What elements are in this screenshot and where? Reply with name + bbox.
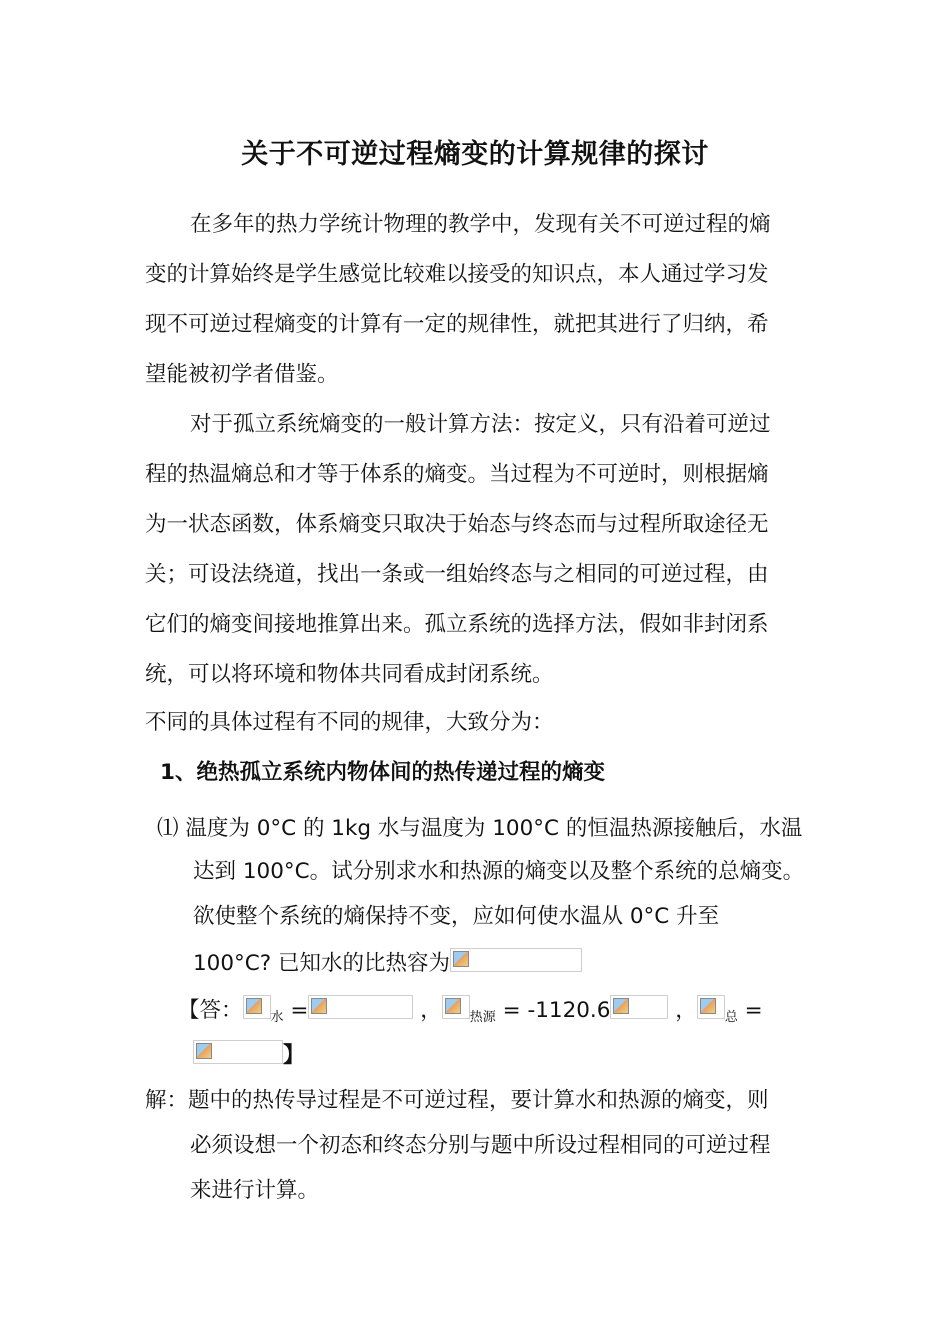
solution-text: 题中的热传导过程是不可逆过程，要计算水和热源的熵变，则 xyxy=(188,1088,769,1113)
broken-image-icon xyxy=(308,995,413,1019)
broken-image-icon xyxy=(450,948,582,972)
paragraph-line: 变的计算始终是学生感觉比较难以接受的知识点，本人通过学习发 xyxy=(145,262,769,287)
answer-open: 【答： xyxy=(178,998,243,1023)
paragraph-line: 关；可设法绕道，找出一条或一组始终态与之相同的可逆过程，由 xyxy=(145,562,769,587)
solution-label: 解： xyxy=(145,1088,189,1113)
subscript-total: 总 xyxy=(724,1010,738,1025)
question-line: 欲使整个系统的熵保持不变，应如何使水温从 0°C 升至 xyxy=(193,904,720,929)
question-number: ⑴ xyxy=(157,816,179,841)
subscript-water: 水 xyxy=(270,1010,284,1025)
paragraph-line: 现不可逆过程熵变的计算有一定的规律性，就把其进行了归纳，希 xyxy=(145,312,769,337)
answer-close: 】 xyxy=(283,1043,305,1068)
comma: ， xyxy=(675,998,697,1023)
answer-line xyxy=(178,995,763,1033)
question-line xyxy=(157,814,802,844)
solution-line xyxy=(145,1086,769,1116)
paragraph-line: 在多年的热力学统计物理的教学中，发现有关不可逆过程的熵 xyxy=(190,212,771,237)
answer-line xyxy=(193,1040,305,1071)
paragraph-line: 程的热温熵总和才等于体系的熵变。当过程为不可逆时，则根据熵 xyxy=(145,462,769,487)
subscript-source: 热源 xyxy=(469,1010,496,1025)
broken-image-icon xyxy=(442,995,470,1019)
section-heading: 1、绝热孤立系统内物体间的热传递过程的熵变 xyxy=(160,760,605,785)
broken-image-icon xyxy=(610,995,668,1019)
paragraph-line: 它们的熵变间接地推算出来。孤立系统的选择方法，假如非封闭系 xyxy=(145,612,769,637)
solution-line: 必须设想一个初态和终态分别与题中所设过程相同的可逆过程 xyxy=(190,1133,771,1158)
broken-image-icon xyxy=(243,995,271,1019)
document-title: 关于不可逆过程熵变的计算规律的探讨 xyxy=(241,139,709,170)
comma: ， xyxy=(420,998,442,1023)
broken-image-icon xyxy=(193,1040,283,1064)
question-line: 达到 100°C。试分别求水和热源的熵变以及整个系统的总熵变。 xyxy=(193,859,805,884)
paragraph-line: 望能被初学者借鉴。 xyxy=(145,362,339,387)
broken-image-icon xyxy=(697,995,725,1019)
equals-sign: = xyxy=(290,998,309,1023)
paragraph-line: 为一状态函数，体系熵变只取决于始态与终态而与过程所取途径无 xyxy=(145,512,769,537)
solution-line: 来进行计算。 xyxy=(190,1178,320,1203)
equals-sign: = xyxy=(744,998,763,1023)
paragraph-line: 对于孤立系统熵变的一般计算方法：按定义，只有沿着可逆过 xyxy=(190,412,771,437)
question-line xyxy=(193,948,582,979)
paragraph-line: 不同的具体过程有不同的规律，大致分为： xyxy=(145,710,554,735)
source-value: = -1120.6 xyxy=(502,998,611,1023)
paragraph-line: 统，可以将环境和物体共同看成封闭系统。 xyxy=(145,662,554,687)
question-text: 温度为 0°C 的 1kg 水与温度为 100°C 的恒温热源接触后，水温 xyxy=(185,816,803,841)
question-text: 100°C? 已知水的比热容为 xyxy=(193,951,451,976)
